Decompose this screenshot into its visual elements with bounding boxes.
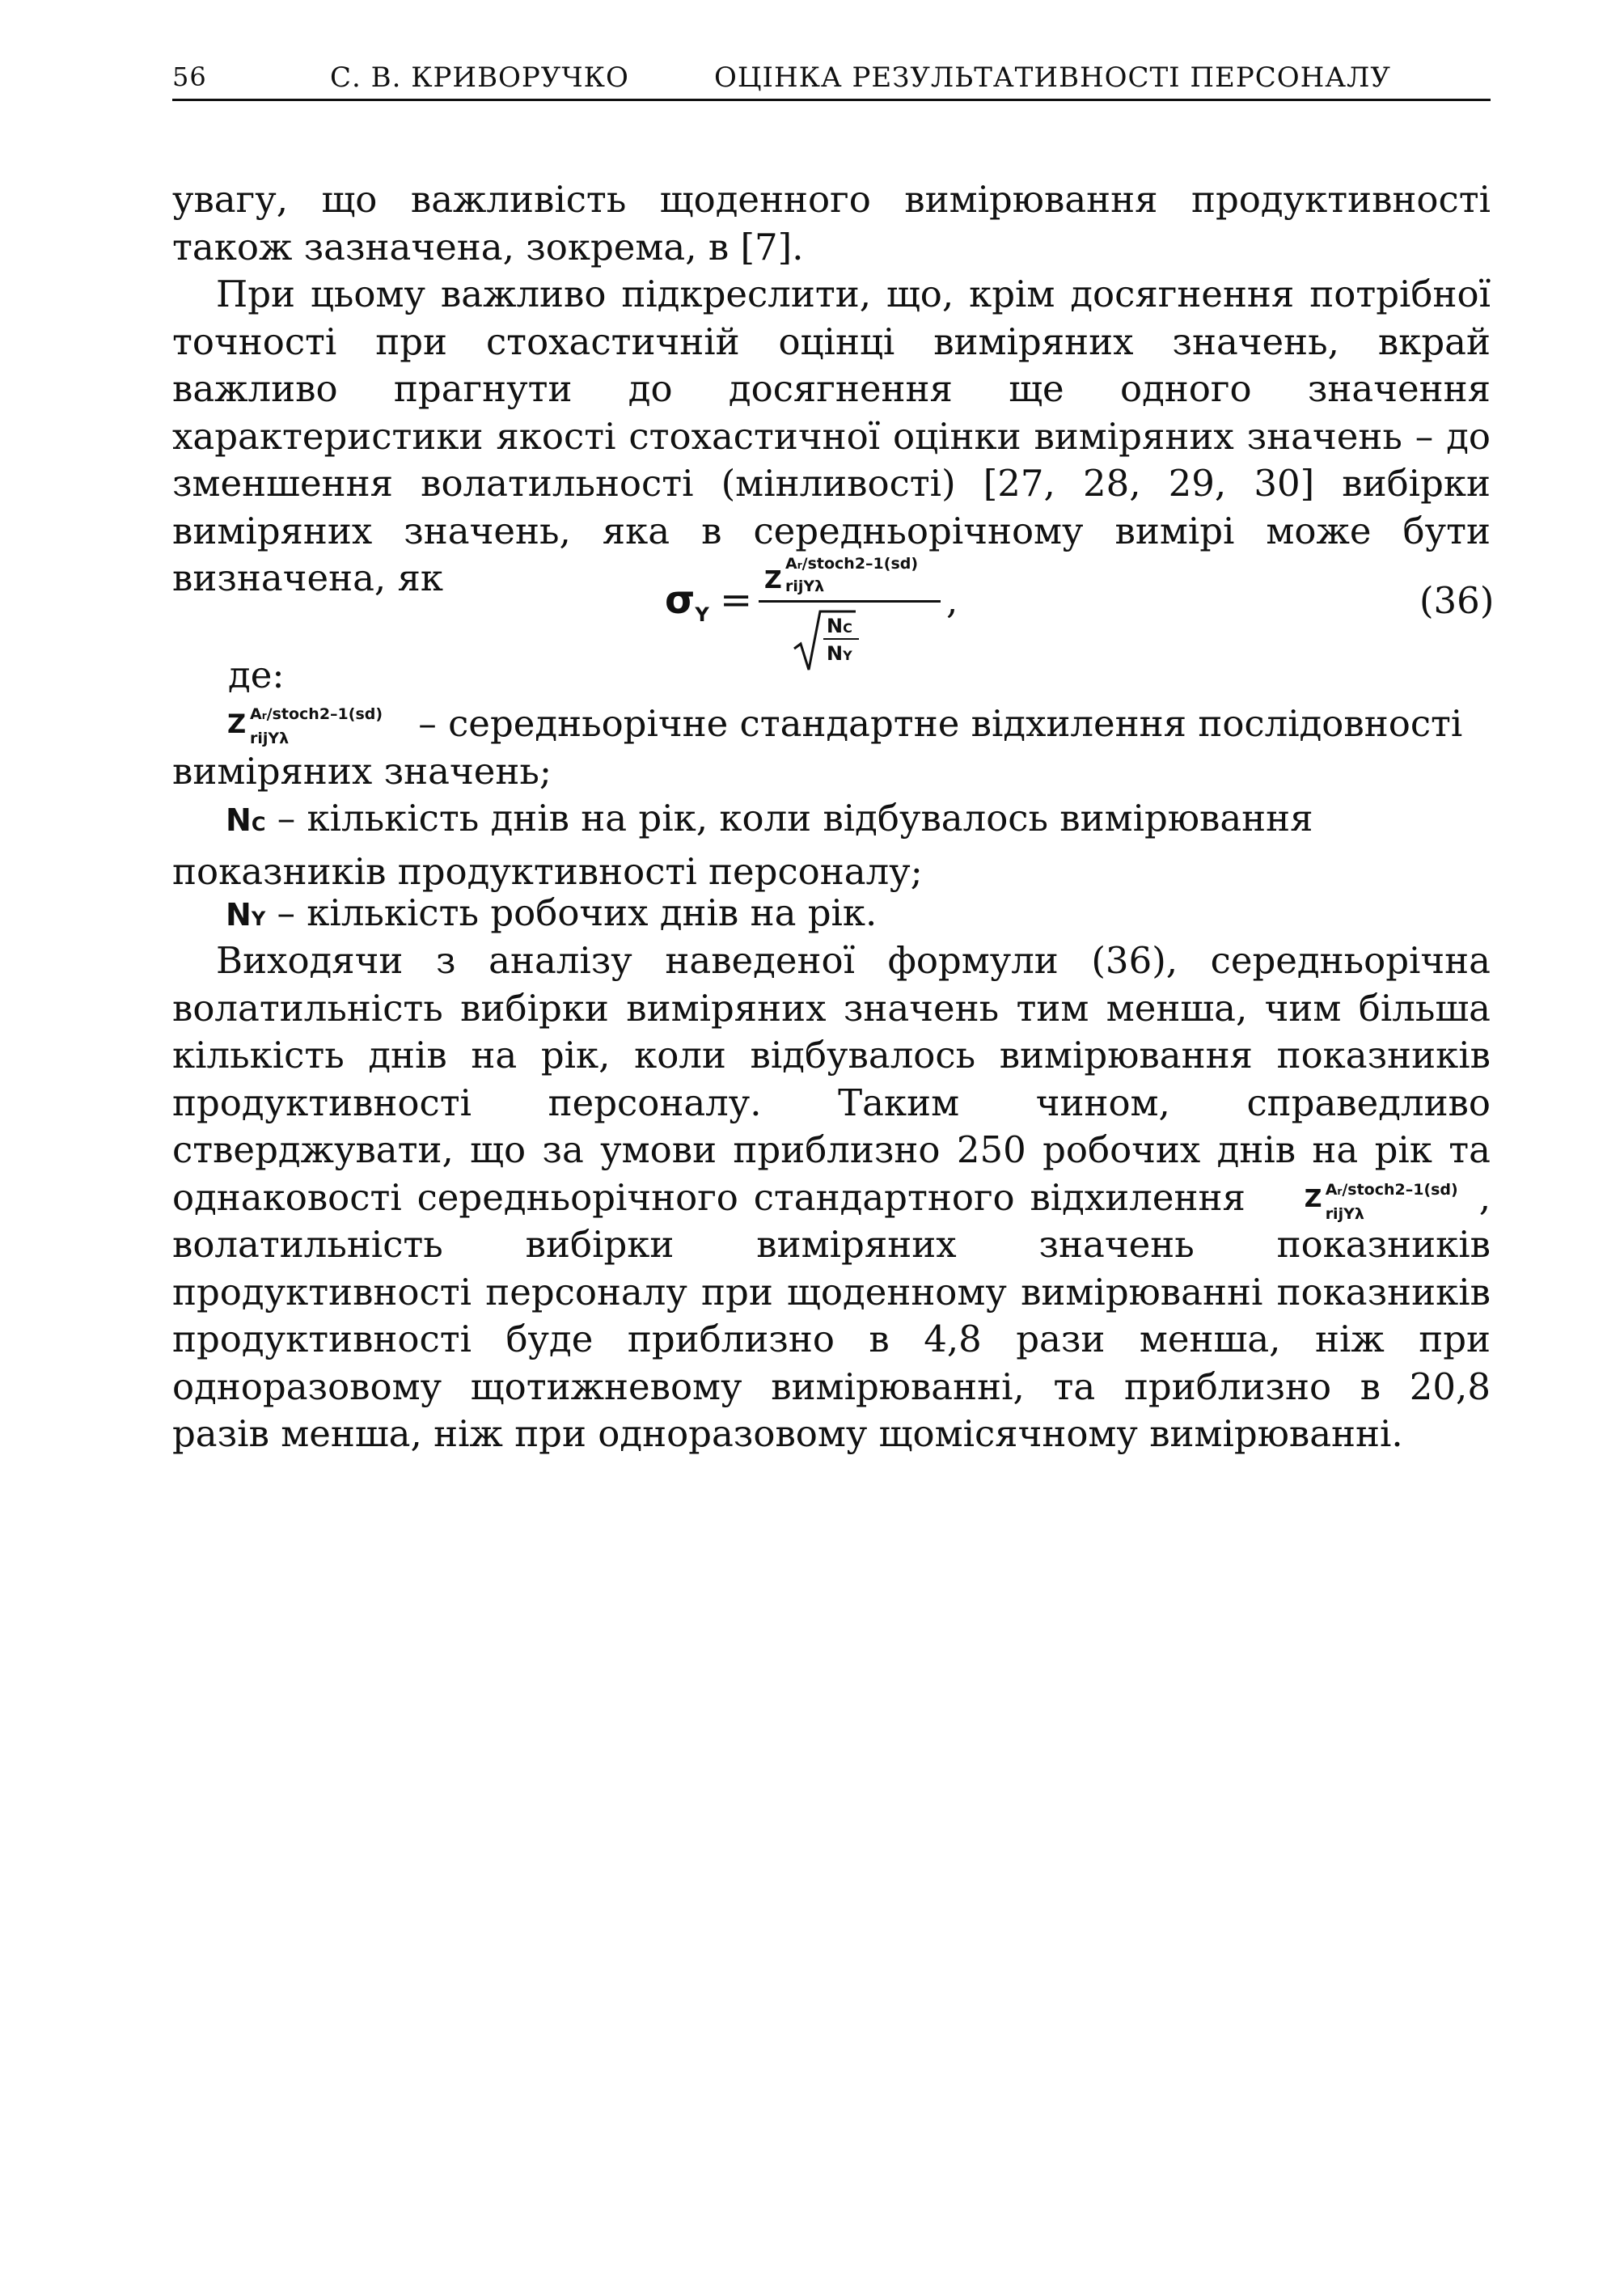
formula-z-numerator: Z Ar/stoch2–1(sd) rijYλ [764, 555, 919, 595]
header-title: ОЦІНКА РЕЗУЛЬТАТИВНОСТІ ПЕРСОНАЛУ [714, 61, 1391, 94]
fraction-bar [759, 600, 941, 603]
page-number: 56 [172, 61, 207, 92]
equation-number: (36) [1419, 579, 1495, 622]
running-header [172, 60, 1491, 101]
where-label: де: [228, 654, 285, 696]
formula-nc: NC [827, 615, 852, 637]
paragraph-1: увагу, що важливість щоденного вимірювання продуктивності також зазначена, зокрема, в [7]. [172, 178, 1491, 269]
definition-z: Z Ar/stoch2–1(sd) rijYλ – середньорічне стандартне відхилення послідовності виміряних значень; [172, 702, 1463, 793]
formula-comma: , [946, 579, 958, 622]
definition-nc: NC – кількість днів на рік, коли відбувалось вимірювання показників продуктивності персоналу; [172, 797, 1313, 893]
formula-equals: = [720, 577, 753, 623]
symbol-ny: NY [226, 897, 266, 933]
inline-symbol-z: Z Ar/stoch2–1(sd) rijYλ [1304, 1180, 1458, 1223]
formula-36 [639, 547, 979, 692]
formula-ny: NY [827, 642, 852, 665]
definition-ny: NY – кількість робочих днів на рік. [172, 890, 1491, 943]
inner-fraction-bar [823, 638, 859, 640]
header-author: С. В. КРИВОРУЧКО [330, 61, 629, 94]
paragraph-2: При цьому важливо підкреслити, що, крім досягнення потрібної точності при стохастичній оцінці виміряних значень, вкрай важливо прагнути до досягнення ще одного значення характеристики якості стохастичної оцінки виміряних значень – до зменшення волатильності (мінливості) [27, 28, 29, 30] вибірки виміряних значень, яка в середньорічному вимірі може бути визначена, як [172, 273, 1491, 599]
formula-sigma: $\sigma_Y$ [665, 577, 709, 626]
symbol-z: Z Ar/stoch2–1(sd) rijYλ [227, 705, 383, 747]
symbol-nc: NC [226, 802, 266, 838]
paragraph-conclusion: Виходячи з аналізу наведеної формули (36), середньорічна волатильність вибірки виміряних значень тим менша, чим більша кількість днів на рік, коли відбувалось вимірювання показників продуктивності персоналу. Таким чином, справедливо стверджувати, що за умови приблизно 250 робочих днів на рік та однаковості середньорічного стандартного відхилення Z Ar/stoch2–1(sd) rijYλ , волатильність вибірки виміряних значень показників продуктивності персоналу при щоденному вимірюванні показників продуктивності буде приблизно в 4,8 рази менша, ніж при одноразовому щотижневому вимірюванні, та приблизно в 20,8 разів менша, ніж при одноразовому щомісячному вимірюванні. [172, 939, 1491, 1455]
